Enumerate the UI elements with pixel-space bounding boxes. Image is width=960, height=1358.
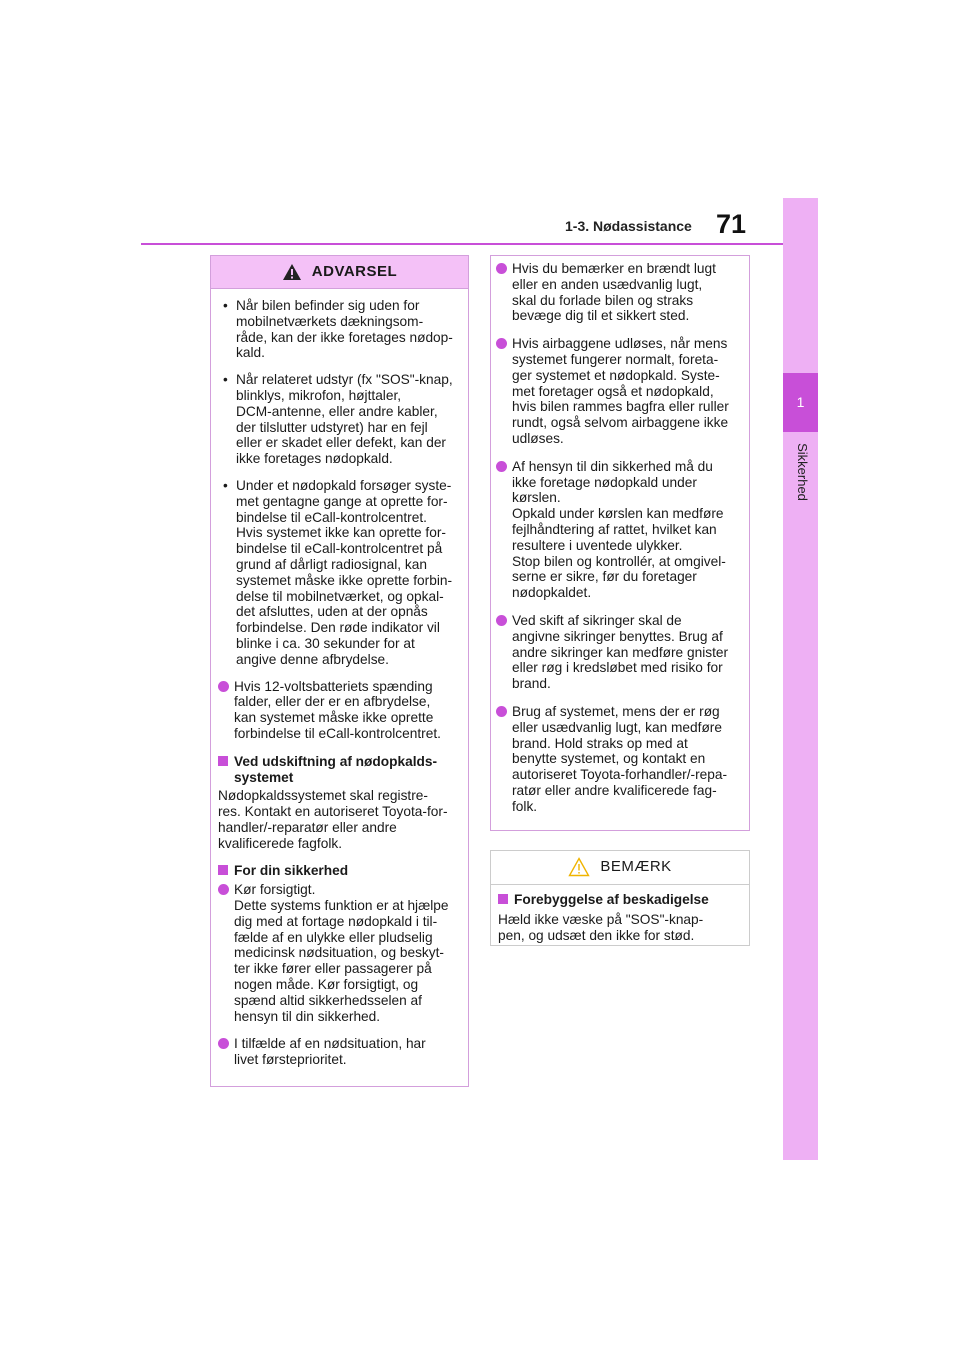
text-line: Forebyggelse af beskadigelse [514,892,709,907]
square-marker-icon [498,894,508,904]
bullet-dot-icon [218,1038,229,1049]
bullet-dot-icon [496,263,507,274]
warning-continuation-box [490,255,750,831]
text-line: Hæld ikke væske på "SOS"-knap- [498,911,704,927]
paragraph [218,788,459,851]
text-line: Brug af systemet, mens der er røg [512,703,720,719]
subheading [218,754,459,786]
subheading [218,863,459,879]
chapter-label: Sikkerhed [795,443,810,501]
page-number: 71 [716,209,747,239]
square-marker-icon [218,865,228,875]
text-line: Hvis 12-voltsbatteriets spænding [234,678,433,694]
bullet-dot-icon [218,884,229,895]
warning-bullet [496,704,741,815]
notice-box [490,850,750,946]
text-line: nødopkaldet. [512,585,592,601]
warning-title: ADVARSEL [311,263,398,280]
text-line: brand. Hold straks op med at [512,735,688,751]
bullet-dot-icon [496,338,507,349]
text-line: Dette systems funktion er at hjælpe [234,898,449,914]
warning-icon [282,263,302,281]
warning-bullet [218,679,459,742]
text-line: bevæge dig til et sikkert sted. [512,308,690,324]
header-divider [141,243,783,245]
caution-outline-icon [568,857,590,877]
text-line: hensyn til din sikkerhed. [234,1008,381,1024]
text-line: • Når relateret udstyr (fx "SOS"-knap, [236,372,453,388]
warning-item [218,298,459,361]
text-line: spænd altid sikkerhedsselen af [234,992,422,1008]
text-line: Hvis du bemærker en brændt lugt [512,261,716,276]
warning-bullet [496,459,741,601]
text-line: bindelse til eCall-kontrolcentret på [236,541,443,557]
text-line: angivne sikringer benyttes. Brug af [512,628,723,644]
notice-header [491,851,749,885]
text-line: Hvis airbaggene udløses, når mens [512,336,728,352]
text-line: systemet fungerer normalt, foreta- [512,351,719,367]
text-line: kvalificerede fagfolk. [218,835,343,851]
text-line: råde, kan der ikke foretages nødop- [236,329,453,345]
text-line: fælde af en ulykke eller pludselig [234,929,433,945]
section-title: 1-3. Nødassistance [565,218,692,234]
text-line: forbindelse. Den røde indikator vil [236,620,440,636]
text-line: eller en anden usædvanlig lugt, [512,276,703,292]
text-line: mobilnetværkets dækningsom- [236,313,424,329]
chapter-number: 1 [796,394,805,410]
text-line: brand. [512,676,551,692]
square-marker-icon [218,756,228,766]
text-line: resultere i uventede ulykker. [512,537,683,553]
notice-title: BEMÆRK [600,858,672,875]
text-line: fejlhåndtering af rattet, hvilket kan [512,521,717,537]
text-line: systemet [234,769,294,785]
text-line: blinke i ca. 30 sekunder for at [236,635,415,651]
text-line: For din sikkerhed [234,862,349,878]
text-line: Nødopkaldssystemet skal registre- [218,788,428,804]
text-line: eller er skadet eller defekt, kan der [236,435,446,451]
warning-bullet [496,336,741,447]
text-line: medicinsk nødsituation, og beskyt- [234,945,444,961]
text-line: ikke foretages nødopkald. [236,451,393,467]
text-line: Af hensyn til din sikkerhed må du [512,458,713,474]
subheading [498,892,740,908]
text-line: Ved udskiftning af nødopkalds- [234,753,438,769]
text-line: • Under et nødopkald forsøger syste- [236,477,452,493]
text-line: andre sikringer kan medføre gnister [512,644,729,660]
text-line: Opkald under kørslen kan medføre [512,506,724,522]
text-line: autoriseret Toyota-forhandler/-repa- [512,767,728,783]
warning-item [218,372,459,467]
text-line: I tilfælde af en nødsituation, har [234,1036,426,1052]
text-line: kan systemet måske ikke oprette [234,710,434,726]
text-line: forbindelse til eCall-kontrolcentret. [234,725,441,741]
text-line: systemet måske ikke oprette forbin- [236,572,453,588]
text-line: ikke foretage nødopkald under [512,474,697,490]
warning-bullet [218,1036,459,1068]
text-line: falder, eller der er en afbrydelse, [234,694,431,710]
text-line: serne er sikre, før du foretager [512,569,697,585]
text-line: der tilslutter udstyret) har en fejl [236,419,428,435]
paragraph [498,912,740,944]
text-line: kørslen. [512,490,561,506]
text-line: ter ikke fører eller passagerer på [234,961,432,977]
text-line: eller røg i kredsløbet med risiko for [512,660,723,676]
bullet-dot-icon [496,461,507,472]
text-line: rundt, også selvom airbaggene ikke [512,415,729,431]
text-line: met gentagne gange at oprette for- [236,493,448,509]
warning-bullet [496,261,741,324]
text-line: bindelse til eCall-kontrolcentret. [236,509,427,525]
bullet-dot-icon [496,615,507,626]
text-line: ratør eller andre kvalificerede fag- [512,782,717,798]
text-line: angive denne afbrydelse. [236,651,389,667]
text-line: dig med at fortage nødopkald i til- [234,913,438,929]
text-line: Kør forsigtigt. [234,882,316,898]
text-line: hvis bilen rammes bagfra eller ruller [512,399,729,415]
text-line: Hvis systemet ikke kan oprette for- [236,525,446,541]
bullet-dot-icon [218,681,229,692]
warning-header [211,256,468,289]
warning-item [218,478,459,668]
text-line: handler/-reparatør eller andre [218,819,397,835]
text-line: delse til mobilnetværket, og opkal- [236,588,444,604]
text-line: ger systemet et nødopkald. Syste- [512,367,720,383]
text-line: livet førsteprioritet. [234,1052,347,1068]
text-line: eller usædvanlig lugt, kan medføre [512,719,722,735]
warning-box [210,255,469,1087]
text-line: Stop bilen og kontrollér, at omgivel- [512,553,726,569]
text-line: udløses. [512,430,564,446]
text-line: skal du forlade bilen og straks [512,292,694,308]
text-line: det afsluttes, uden at der opnås [236,604,428,620]
text-line: benytte systemet, og kontakt en [512,751,706,767]
text-line: met foretager også et nødopkald, [512,383,714,399]
text-line: DCM-antenne, eller andre kabler, [236,403,438,419]
text-line: folk. [512,798,538,814]
text-line: pen, og udsæt den ikke for stød. [498,927,695,943]
text-line: Ved skift af sikringer skal de [512,612,682,628]
text-line: blinklys, mikrofon, højttaler, [236,387,402,403]
text-line: • Når bilen befinder sig uden for [236,298,420,313]
text-line: grund af dårligt radiosignal, kan [236,556,427,572]
text-line: res. Kontakt en autoriseret Toyota-for- [218,804,448,820]
warning-bullet [218,882,459,1024]
chapter-side-tab [783,198,818,1160]
warning-bullet [496,613,741,692]
text-line: nogen måde. Kør forsigtigt, og [234,977,419,993]
text-line: kald. [236,345,265,361]
bullet-dot-icon [496,706,507,717]
